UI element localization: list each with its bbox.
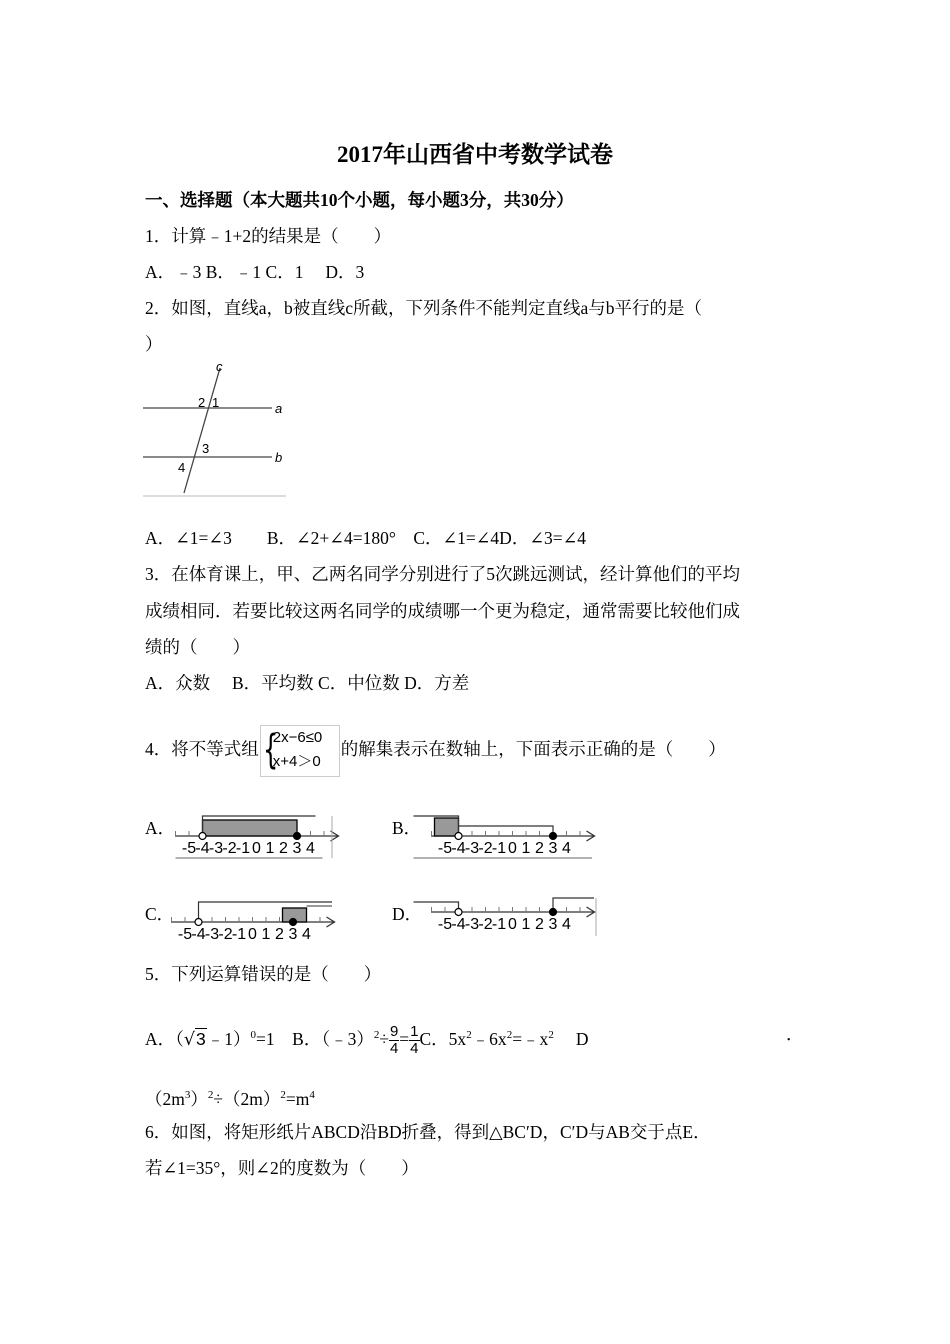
q4-label-b: B． — [392, 818, 422, 838]
closed-dot — [294, 833, 301, 840]
number-line-a — [172, 812, 357, 860]
number-line-d — [420, 896, 615, 944]
tick-label: 0 — [508, 840, 517, 857]
tick-label: -1 — [491, 840, 507, 857]
q5-d-dot: ． — [786, 1024, 804, 1044]
system-row-1: 2x−6≤0 — [272, 728, 323, 746]
tick-label: 0 — [508, 916, 517, 933]
solution-shading — [203, 820, 298, 836]
q4-stem-post: 的解集表示在数轴上，下面表示正确的是（ ） — [340, 739, 726, 759]
q1-options: A．﹣3 B．﹣1 C．1 D．3 — [145, 262, 365, 282]
q5-d-pre: （2m — [145, 1088, 185, 1109]
tick-label: 2 — [275, 926, 284, 943]
tick-label: 4 — [302, 926, 311, 943]
bracket-line — [414, 902, 459, 912]
open-dot — [195, 919, 202, 926]
frac-den: 4 — [389, 1040, 399, 1058]
closed-dot — [550, 909, 557, 916]
label-c: c — [216, 359, 223, 374]
q5-d-exp4: 4 — [309, 1089, 315, 1101]
bracket-line — [199, 902, 333, 922]
tick-label: 1 — [265, 840, 275, 857]
section-heading: 一、选择题（本大题共10个小题，每小题3分，共30分） — [145, 190, 574, 210]
tick-label: 1 — [521, 916, 531, 933]
bracket-line — [459, 826, 554, 836]
tick-label: -2 — [218, 926, 233, 943]
q5-a-exp: 0 — [250, 1029, 257, 1041]
tick-label: -5 — [437, 916, 453, 933]
q5-d-mid: ） — [190, 1088, 208, 1109]
open-dot — [455, 833, 462, 840]
tick-label: 3 — [288, 926, 298, 943]
number-line-b — [420, 812, 615, 860]
q5-b-exp: 2 — [373, 1029, 380, 1041]
tick-label: -3 — [464, 840, 480, 857]
sqrt-icon: √ — [183, 1029, 196, 1050]
tick-label: 4 — [562, 840, 571, 857]
tick-label: -4 — [195, 840, 210, 857]
tick-label: 0 — [252, 840, 261, 857]
q5-c-exp1: 2 — [466, 1029, 472, 1041]
q2-stem-line2: ） — [145, 334, 163, 354]
closed-dot — [550, 833, 557, 840]
tick-label: -2 — [478, 916, 493, 933]
label-a: a — [275, 401, 283, 416]
tick-label: -2 — [222, 840, 237, 857]
tick-label: -1 — [491, 916, 507, 933]
q5-b-div: ÷ — [379, 1028, 389, 1049]
tick-label: -1 — [235, 840, 251, 857]
tick-label: 1 — [521, 840, 531, 857]
label-4: 4 — [178, 460, 186, 475]
q4-label-a: A． — [145, 818, 176, 838]
brace-icon: { — [262, 726, 279, 773]
q2-options: A．∠1=∠3 B．∠2+∠4=180° C．∠1=∠4D．∠3=∠4 — [145, 528, 587, 548]
tick-label: 3 — [292, 840, 302, 857]
q1-stem: 1．计算﹣1+2的结果是（ ） — [145, 226, 392, 246]
tick-label: -3 — [208, 840, 224, 857]
tick-label: -4 — [451, 916, 466, 933]
fraction-1-4 — [409, 1024, 419, 1057]
q4-label-c: C． — [145, 904, 175, 924]
q5-d-end: =m — [285, 1088, 310, 1109]
q3-options: A．众数 B．平均数 C．中位数 D．方差 — [145, 673, 470, 693]
tick-label: 3 — [548, 840, 558, 857]
q5-c-text: C．5x — [419, 1028, 467, 1049]
tick-label: 1 — [261, 926, 271, 943]
closed-dot — [290, 919, 297, 926]
q5-a-radicand: 3 — [196, 1028, 206, 1049]
q5-d-label: D — [575, 1028, 589, 1049]
q5-a-post: ﹣1） — [206, 1028, 251, 1049]
q5-b-eq: = — [399, 1028, 410, 1049]
tick-label: -4 — [191, 926, 206, 943]
q5-c-exp2: 2 — [506, 1029, 513, 1041]
open-dot — [455, 909, 462, 916]
q5-d-exp1: 3 — [184, 1089, 191, 1101]
number-line-c — [170, 896, 355, 944]
inequality-system — [260, 725, 340, 777]
q3-line2: 成绩相同．若要比较这两名同学的成绩哪一个更为稳定，通常需要比较他们成 — [145, 601, 740, 621]
q2-figure — [140, 360, 290, 500]
page-title: 2017年山西省中考数学试卷 — [337, 142, 613, 167]
tick-label: 2 — [535, 916, 544, 933]
tick-label: -2 — [478, 840, 493, 857]
q4-stem-pre: 4．将不等式组 — [145, 739, 259, 759]
label-1: 1 — [212, 395, 220, 410]
q6-line1: 6．如图，将矩形纸片ABCD沿BD折叠，得到△BC′D，C′D与AB交于点E． — [145, 1122, 711, 1142]
tick-label: -3 — [464, 916, 480, 933]
open-dot — [199, 833, 206, 840]
q5-a-end: =1 B．（﹣3） — [256, 1028, 374, 1049]
tick-label: -1 — [231, 926, 247, 943]
solution-shading — [435, 818, 459, 836]
q2-stem-line1: 2．如图，直线a，b被直线c所截，下列条件不能判定直线a与b平行的是（ — [145, 298, 703, 318]
q4-label-d: D． — [392, 904, 423, 924]
frac-num: 9 — [389, 1023, 399, 1041]
fraction-9-4 — [389, 1024, 399, 1057]
q3-line3: 绩的（ ） — [145, 637, 250, 657]
q3-line1: 3．在体育课上，甲、乙两名同学分别进行了5次跳远测试，经计算他们的平均 — [145, 564, 740, 584]
tick-label: 4 — [562, 916, 571, 933]
q4-stem — [145, 724, 726, 777]
q5-a-pre: A．（ — [145, 1028, 184, 1049]
frac-den: 4 — [410, 1040, 419, 1058]
tick-label: 4 — [306, 840, 315, 857]
tick-label: 3 — [548, 916, 558, 933]
tick-label: -5 — [437, 840, 453, 857]
q5-d-exp3: 2 — [280, 1089, 286, 1101]
q5-options-line2 — [145, 1083, 315, 1111]
tick-label: 2 — [279, 840, 288, 857]
q5-options-line1 — [145, 1018, 588, 1057]
tick-label: 0 — [248, 926, 257, 943]
tick-label: -5 — [177, 926, 193, 943]
frac-num: 1 — [410, 1023, 419, 1041]
q5-d-exp2: 2 — [207, 1089, 214, 1101]
bracket-line — [553, 898, 594, 912]
label-b: b — [275, 450, 283, 465]
label-3: 3 — [202, 441, 210, 456]
q5-d-mid2: ÷（2m） — [213, 1088, 281, 1109]
q5-c-mid2: =﹣x — [512, 1028, 549, 1049]
q5-c-mid: ﹣6x — [471, 1028, 507, 1049]
tick-label: 2 — [535, 840, 544, 857]
tick-label: -4 — [451, 840, 466, 857]
q6-line2: 若∠1=35°，则∠2的度数为（ ） — [145, 1158, 419, 1178]
q5-c-exp3: 2 — [548, 1029, 554, 1041]
tick-label: -3 — [204, 926, 220, 943]
tick-label: -5 — [181, 840, 197, 857]
label-2: 2 — [198, 395, 206, 410]
system-row-2: x+4＞0 — [272, 752, 321, 770]
q5-stem: 5．下列运算错误的是（ ） — [145, 964, 382, 984]
